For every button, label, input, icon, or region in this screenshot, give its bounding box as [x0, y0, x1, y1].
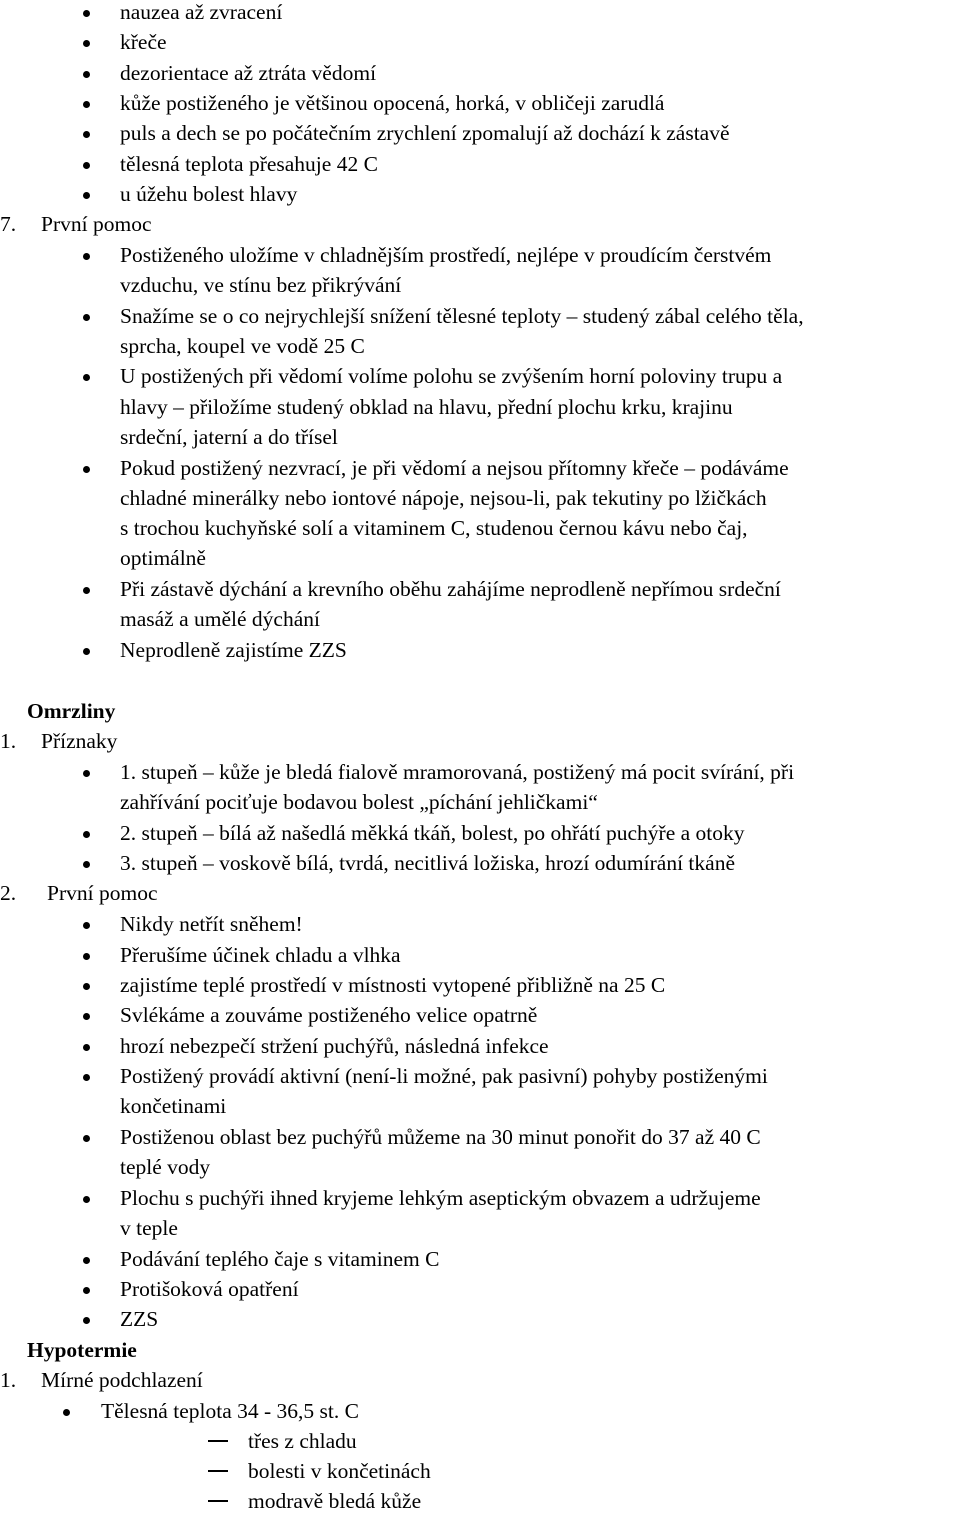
list-item: Postiženou oblast bez puchýřů můžeme na 30 minut ponořit do 37 až 40 C	[120, 1125, 761, 1149]
section-title: Mírné podchlazení	[41, 1368, 203, 1392]
bullet-icon	[63, 1409, 70, 1416]
list-item: Plochu s puchýři ihned kryjeme lehkým aseptickým obvazem a udržujeme	[120, 1186, 761, 1210]
bullet-icon	[83, 770, 90, 777]
bullet-icon	[83, 1013, 90, 1020]
list-item: ZZS	[120, 1307, 159, 1331]
list-item-cont: chladné minerálky nebo iontové nápoje, nejsou-li, pak tekutiny po lžičkách	[120, 486, 767, 510]
bullet-icon	[83, 314, 90, 321]
list-item: 3. stupeň – voskově bílá, tvrdá, necitlivá ložiska, hrozí odumírání tkáně	[120, 851, 735, 875]
bullet-icon	[83, 40, 90, 47]
bullet-icon	[83, 983, 90, 990]
dash-icon	[208, 1470, 228, 1472]
list-item: 1. stupeň – kůže je bledá fialově mramorovaná, postižený má pocit svírání, při	[120, 760, 795, 784]
list-item: bolesti v končetinách	[248, 1459, 431, 1483]
list-item: Neprodleně zajistíme ZZS	[120, 638, 347, 662]
list-item: Pokud postižený nezvrací, je při vědomí a nejsou přítomny křeče – podáváme	[120, 456, 789, 480]
bullet-icon	[83, 374, 90, 381]
heading-omrzliny: Omrzliny	[27, 699, 116, 723]
bullet-icon	[83, 922, 90, 929]
list-item: Tělesná teplota 34 - 36,5 st. C	[101, 1399, 359, 1423]
bullet-icon	[83, 1287, 90, 1294]
bullet-icon	[83, 192, 90, 199]
bullet-icon	[83, 10, 90, 17]
bullet-icon	[83, 101, 90, 108]
list-item-cont: masáž a umělé dýchání	[120, 607, 320, 631]
bullet-icon	[83, 831, 90, 838]
list-item-cont: končetinami	[120, 1094, 227, 1118]
list-item: dezorientace až ztráta vědomí	[120, 61, 377, 85]
list-item: Snažíme se o co nejrychlejší snížení tělesné teploty – studený zábal celého těla,	[120, 304, 804, 328]
list-item: puls a dech se po počátečním zrychlení zpomalují až dochází k zástavě	[120, 121, 730, 145]
list-item: u úžehu bolest hlavy	[120, 182, 298, 206]
list-item: Při zástavě dýchání a krevního oběhu zahájíme neprodleně nepřímou srdeční	[120, 577, 781, 601]
list-item: křeče	[120, 30, 167, 54]
list-item: 2. stupeň – bílá až našedlá měkká tkáň, bolest, po ohřátí puchýře a otoky	[120, 821, 745, 845]
list-item-cont: optimálně	[120, 546, 206, 570]
list-item: Podávání teplého čaje s vitaminem C	[120, 1247, 440, 1271]
bullet-icon	[83, 466, 90, 473]
list-item: Protišoková opatření	[120, 1277, 299, 1301]
bullet-icon	[83, 71, 90, 78]
section-number: 1.	[0, 729, 17, 753]
list-item-cont: srdeční, jaterní a do třísel	[120, 425, 338, 449]
list-item: tělesná teplota přesahuje 42 C	[120, 152, 378, 176]
list-item: kůže postiženého je většinou opocená, horká, v obličeji zarudlá	[120, 91, 665, 115]
heading-hypotermie: Hypotermie	[27, 1338, 137, 1362]
section-title: První pomoc	[41, 212, 152, 236]
bullet-icon	[83, 1257, 90, 1264]
bullet-icon	[83, 1135, 90, 1142]
bullet-icon	[83, 953, 90, 960]
list-item: třes z chladu	[248, 1429, 357, 1453]
bullet-icon	[83, 861, 90, 868]
list-item: Přerušíme účinek chladu a vlhka	[120, 943, 401, 967]
bullet-icon	[83, 648, 90, 655]
dash-icon	[208, 1500, 228, 1502]
bullet-icon	[83, 253, 90, 260]
bullet-icon	[83, 1317, 90, 1324]
list-item: zajistíme teplé prostředí v místnosti vytopené přibližně na 25 C	[120, 973, 666, 997]
section-number: 2.	[0, 881, 17, 905]
list-item: Nikdy netřít sněhem!	[120, 912, 303, 936]
list-item: hrozí nebezpečí stržení puchýřů, následná infekce	[120, 1034, 549, 1058]
section-number: 7.	[0, 212, 17, 236]
bullet-icon	[83, 162, 90, 169]
list-item: nauzea až zvracení	[120, 0, 283, 24]
list-item-cont: hlavy – přiložíme studený obklad na hlavu, přední plochu krku, krajinu	[120, 395, 733, 419]
list-item-cont: vzduchu, ve stínu bez přikrývání	[120, 273, 402, 297]
bullet-icon	[83, 587, 90, 594]
list-item: Svlékáme a zouváme postiženého velice opatrně	[120, 1003, 538, 1027]
bullet-icon	[83, 1196, 90, 1203]
dash-icon	[208, 1440, 228, 1442]
list-item: Postiženého uložíme v chladnějším prostředí, nejlépe v proudícím čerstvém	[120, 243, 772, 267]
bullet-icon	[83, 131, 90, 138]
list-item: modravě bledá kůže	[248, 1489, 422, 1513]
section-number: 1.	[0, 1368, 17, 1392]
list-item-cont: sprcha, koupel ve vodě 25 C	[120, 334, 365, 358]
list-item: U postižených při vědomí volíme polohu se zvýšením horní poloviny trupu a	[120, 364, 783, 388]
list-item-cont: teplé vody	[120, 1155, 211, 1179]
list-item: Postižený provádí aktivní (není-li možné, pak pasivní) pohyby postiženými	[120, 1064, 768, 1088]
list-item-cont: v teple	[120, 1216, 178, 1240]
list-item-cont: zahřívání pociťuje bodavou bolest „píchání jehličkami“	[120, 790, 598, 814]
section-title: Příznaky	[41, 729, 118, 753]
section-title: První pomoc	[47, 881, 158, 905]
bullet-icon	[83, 1074, 90, 1081]
list-item-cont: s trochou kuchyňské solí a vitaminem C, studenou černou kávu nebo čaj,	[120, 516, 748, 540]
bullet-icon	[83, 1044, 90, 1051]
